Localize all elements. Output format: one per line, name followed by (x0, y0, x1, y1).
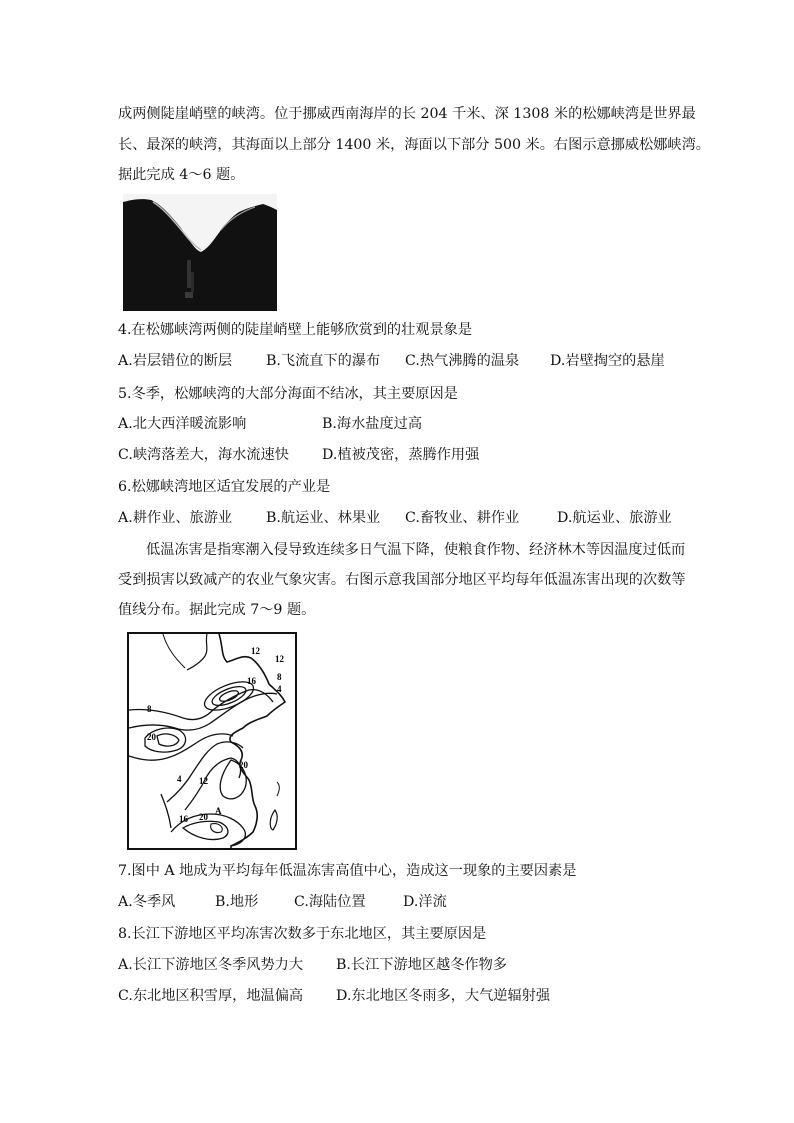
q7-option-c[interactable]: C.海陆位置 (294, 894, 366, 910)
q7-option-a[interactable]: A.冬季风 (118, 894, 176, 910)
map-label-20-south: 20 (199, 812, 208, 822)
q4-option-b[interactable]: B.飞流直下的瀑布 (266, 353, 381, 369)
q5-option-a[interactable]: A.北大西洋暖流影响 (118, 416, 247, 432)
map-label-12-right: 12 (275, 654, 284, 664)
map-label-12-top: 12 (251, 646, 260, 656)
isoline-map (127, 632, 297, 850)
q7-option-d[interactable]: D.洋流 (403, 894, 447, 910)
fjord-photo (123, 194, 277, 311)
q6-option-a[interactable]: A.耕作业、旅游业 (118, 510, 233, 526)
map-label-8-left: 8 (147, 704, 152, 714)
q8-option-c[interactable]: C.东北地区积雪厚，地温偏高 (118, 988, 304, 1004)
intro1-line3: 据此完成 4～6 题。 (118, 167, 245, 183)
map-label-20-west: 20 (147, 732, 156, 742)
q6-option-d[interactable]: D.航运业、旅游业 (557, 510, 672, 526)
q8-option-a[interactable]: A.长江下游地区冬季风势力大 (118, 957, 304, 973)
q6-stem: 6.松娜峡湾地区适宜发展的产业是 (118, 479, 331, 495)
intro1-line1: 成两侧陡崖峭壁的峡湾。位于挪威西南海岸的长 204 千米、深 1308 米的松娜峡湾是世界最 (118, 106, 696, 122)
q7-option-b[interactable]: B.地形 (215, 894, 259, 910)
q8-option-d[interactable]: D.东北地区冬雨多，大气逆辐射强 (336, 988, 551, 1004)
q8-option-b[interactable]: B.长江下游地区越冬作物多 (336, 957, 507, 973)
q6-option-b[interactable]: B.航运业、林果业 (266, 510, 381, 526)
map-label-4-right: 4 (277, 684, 282, 694)
q4-stem: 4.在松娜峡湾两侧的陡崖峭壁上能够欣赏到的壮观景象是 (118, 322, 473, 338)
map-label-a: A (215, 806, 222, 816)
q4-option-c[interactable]: C.热气沸腾的温泉 (405, 353, 520, 369)
intro2-line3: 值线分布。据此完成 7～9 题。 (118, 602, 316, 618)
q8-stem: 8.长江下游地区平均冻害次数多于东北地区，其主要原因是 (118, 926, 487, 942)
q5-stem: 5.冬季，松娜峡湾的大部分海面不结冰，其主要原因是 (118, 386, 458, 402)
q7-stem: 7.图中 A 地成为平均每年低温冻害高值中心，造成这一现象的主要因素是 (118, 863, 577, 879)
q5-option-d[interactable]: D.植被茂密，蒸腾作用强 (322, 447, 480, 463)
map-label-16-north: 16 (247, 676, 256, 686)
q5-option-c[interactable]: C.峡湾落差大，海水流速快 (118, 447, 289, 463)
map-label-20-east: 20 (239, 760, 248, 770)
q6-option-c[interactable]: C.畜牧业、耕作业 (405, 510, 520, 526)
intro2-line1: 低温冻害是指寒潮入侵导致连续多日气温下降，使粮食作物、经济林木等因温度过低而 (146, 542, 686, 558)
map-label-4-south: 4 (177, 774, 182, 784)
intro1-line2: 长、最深的峡湾，其海面以上部分 1400 米，海面以下部分 500 米。右图示意挪威松娜峡湾。 (118, 137, 710, 153)
q4-option-d[interactable]: D.岩壁掏空的悬崖 (550, 353, 665, 369)
map-label-16-south: 16 (179, 814, 188, 824)
map-label-12-south: 12 (199, 776, 208, 786)
q4-option-a[interactable]: A.岩层错位的断层 (118, 353, 233, 369)
q5-option-b[interactable]: B.海水盐度过高 (322, 416, 423, 432)
map-label-8-right: 8 (277, 672, 282, 682)
intro2-line2: 受到损害以致减产的农业气象灾害。右图示意我国部分地区平均每年低温冻害出现的次数等 (118, 572, 686, 588)
